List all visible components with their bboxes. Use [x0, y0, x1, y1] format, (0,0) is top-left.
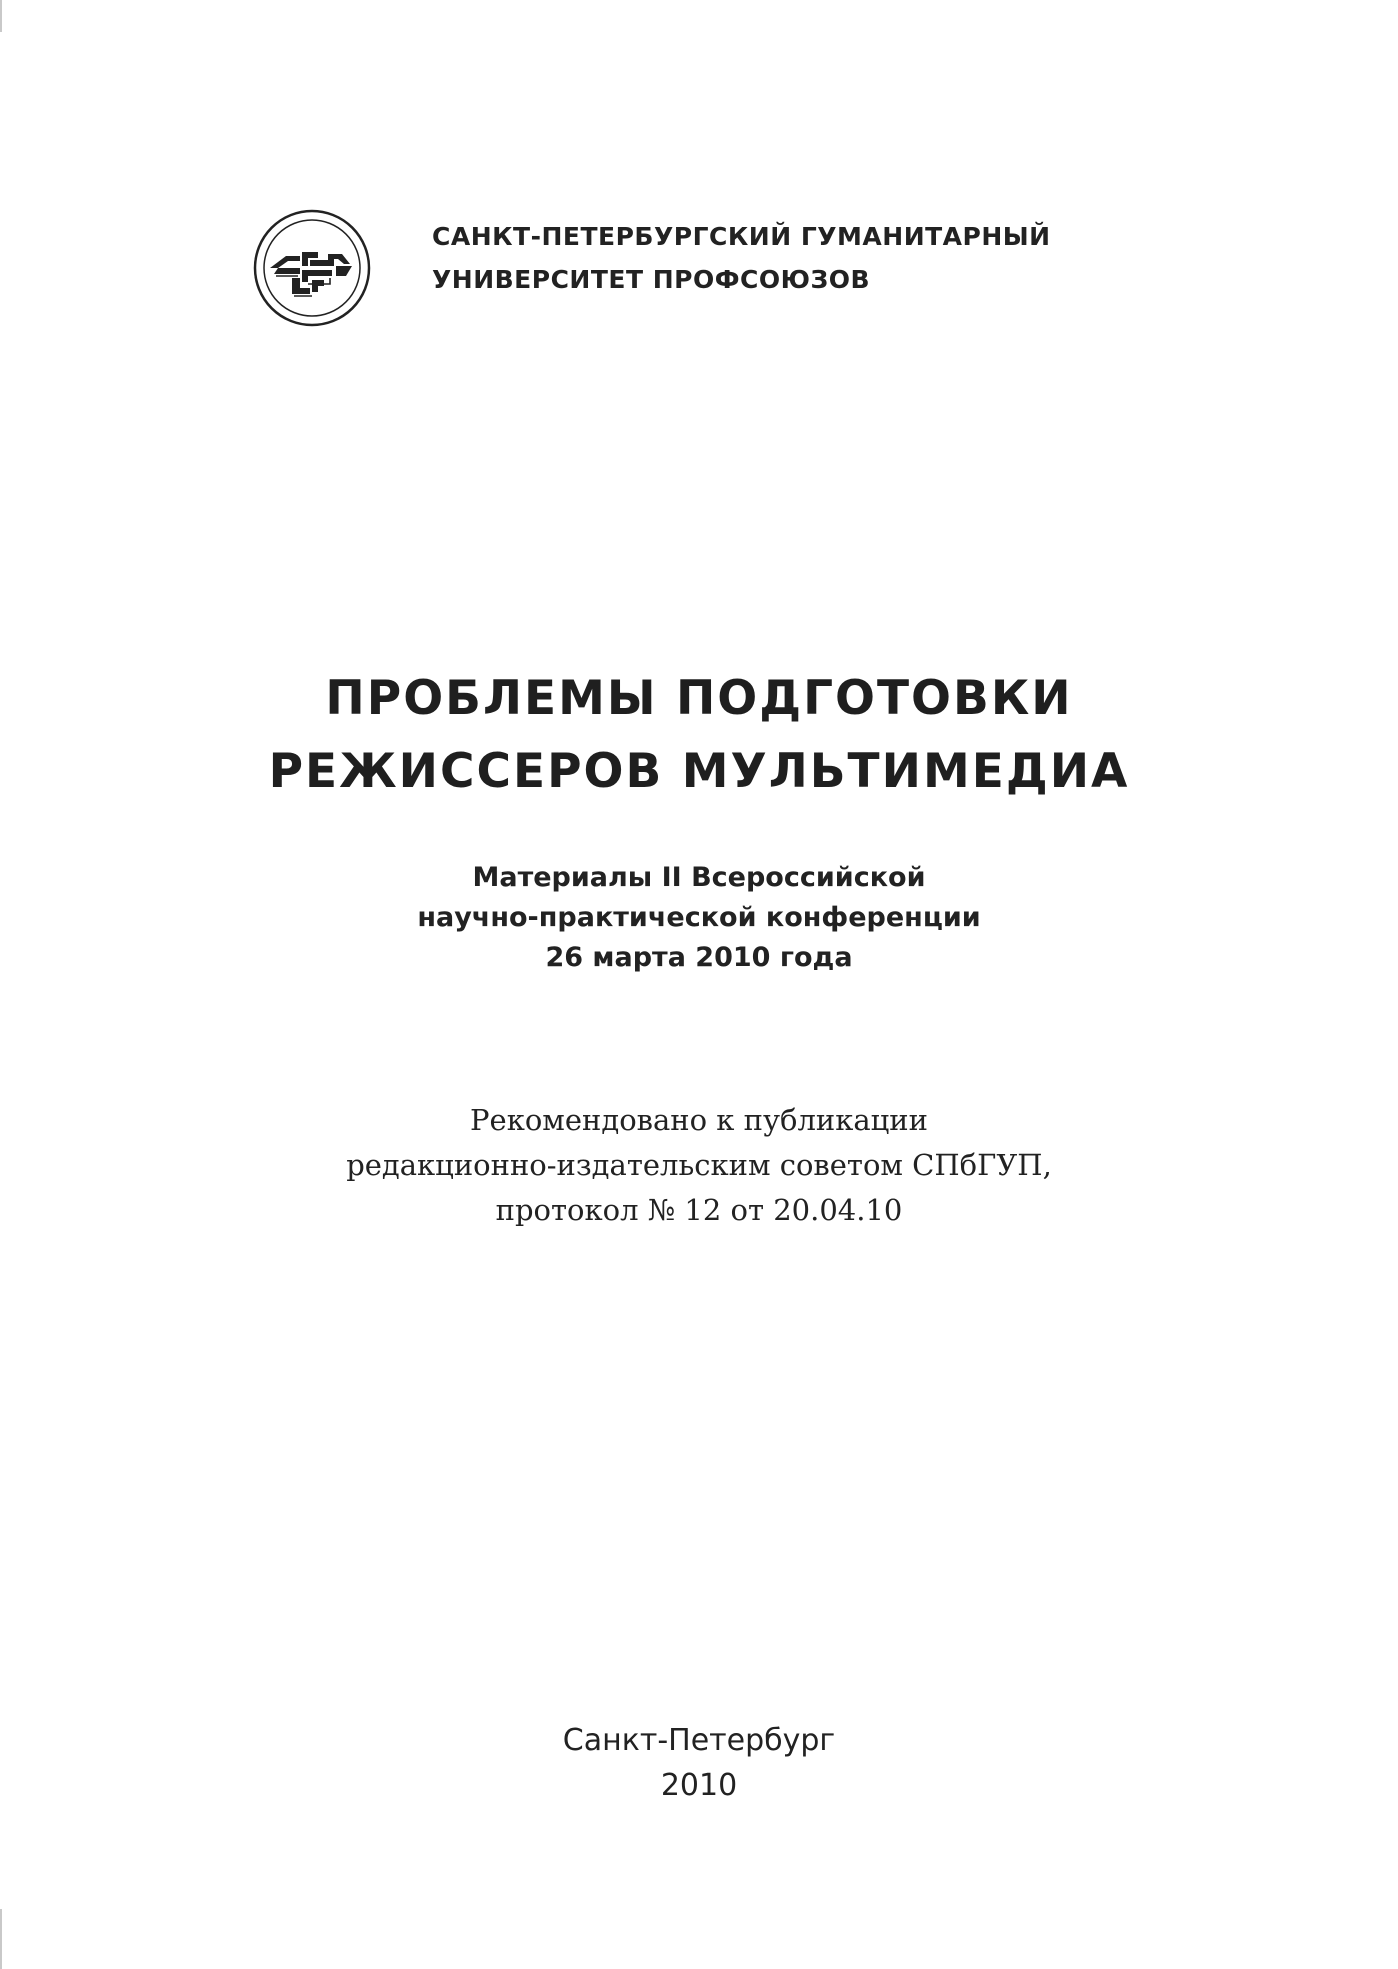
- publisher-name-line-2: УНИВЕРСИТЕТ ПРОФСОЮЗОВ: [432, 265, 871, 294]
- recommendation-line-2: редакционно-издательским советом СПбГУП,: [346, 1148, 1052, 1182]
- book-subtitle: [0, 858, 1398, 978]
- imprint: [0, 1718, 1398, 1808]
- recommendation-line-1: Рекомендовано к публикации: [470, 1103, 928, 1137]
- page-edge-mark-bottom: [0, 1909, 2, 1969]
- publisher-header: [252, 208, 1051, 328]
- book-title: [0, 662, 1398, 808]
- book-title-line-2: РЕЖИССЕРОВ МУЛЬТИМЕДИА: [268, 744, 1130, 799]
- book-title-line-1: ПРОБЛЕМЫ ПОДГОТОВКИ: [325, 671, 1073, 726]
- imprint-city: Санкт-Петербург: [562, 1723, 836, 1758]
- publisher-name-line-1: САНКТ-ПЕТЕРБУРГСКИЙ ГУМАНИТАРНЫЙ: [432, 222, 1051, 251]
- recommendation-line-3: протокол № 12 от 20.04.10: [495, 1193, 903, 1227]
- book-subtitle-line-1: Материалы II Всероссийской: [472, 862, 926, 893]
- university-emblem-icon: [252, 208, 372, 328]
- publication-recommendation: [0, 1098, 1398, 1233]
- publisher-name: [432, 215, 1051, 301]
- book-subtitle-line-2: научно-практической конференции: [417, 902, 981, 933]
- page-edge-mark-top: [0, 0, 2, 32]
- book-subtitle-line-3: 26 марта 2010 года: [545, 942, 853, 973]
- imprint-year: 2010: [660, 1768, 738, 1803]
